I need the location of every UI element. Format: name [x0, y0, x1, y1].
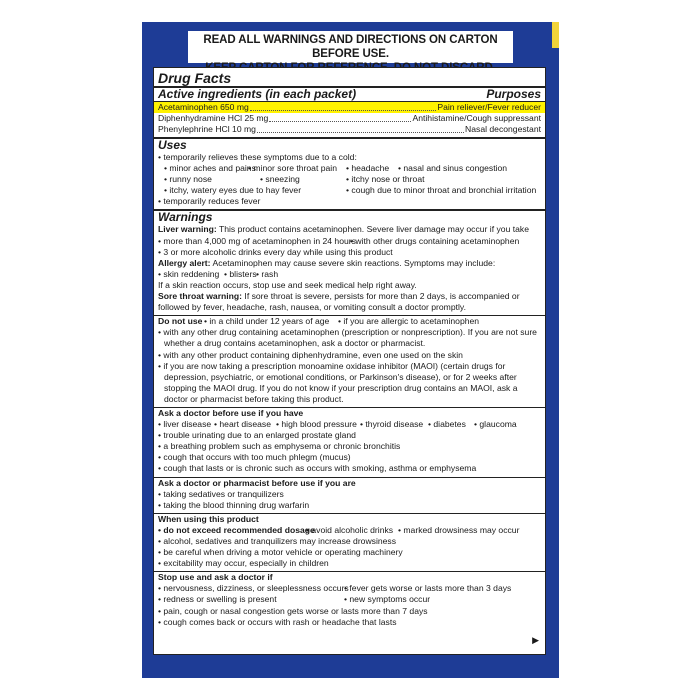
allergy-item: • blisters: [224, 268, 257, 279]
ingredient-name: Diphenhydramine HCl 25 mg: [158, 112, 269, 123]
ingredient-name: Phenylephrine HCl 10 mg: [158, 123, 256, 134]
liver-item: • more than 4,000 mg of acetaminophen in 24 hours: [158, 235, 356, 246]
purposes-label: Purposes: [486, 87, 541, 101]
continue-arrow-icon: ▶: [532, 634, 539, 645]
when-using-item: • avoid alcoholic drinks: [306, 524, 394, 535]
carton-yellow-edge: [552, 22, 559, 48]
when-using-item: • excitability may occur, especially in children: [158, 558, 329, 569]
allergy-item: • rash: [256, 268, 279, 279]
when-using-section: [154, 514, 545, 569]
active-ingredients-header: [154, 88, 545, 101]
uses-item: • itchy nose or throat: [346, 174, 425, 185]
allergy-item: • skin reddening: [158, 268, 220, 279]
ask-doctor-section: [154, 408, 545, 475]
stop-use-section: [154, 572, 545, 627]
uses-item: • minor sore throat pain: [248, 163, 337, 174]
stop-use-item: • cough comes back or occurs with rash or headache that lasts: [158, 616, 397, 627]
ingredient-row: [154, 113, 545, 124]
ingredient-purpose: Antihistamine/Cough suppressant: [412, 112, 541, 123]
ask-pharmacist-item: • taking sedatives or tranquilizers: [158, 488, 284, 499]
uses-item: • itchy, watery eyes due to hay fever: [164, 185, 302, 196]
ingredient-row: [154, 124, 545, 135]
allergy-after: If a skin reaction occurs, stop use and seek medical help right away.: [158, 279, 417, 290]
ask-doctor-item: • glaucoma: [474, 419, 517, 430]
uses-item: • minor aches and pains: [164, 163, 256, 174]
ask-doctor-item: • liver disease: [158, 419, 212, 430]
stop-use-label: Stop use and ask a doctor if: [158, 572, 273, 583]
when-using-label: When using this product: [158, 513, 259, 524]
stop-use-item: • nervousness, dizziness, or sleeplessness occurs: [158, 583, 349, 594]
uses-item: • headache: [346, 163, 390, 174]
ingredient-row: [154, 102, 545, 113]
when-using-item: • marked drowsiness may occur: [398, 524, 520, 535]
ask-doctor-item: • high blood pressure: [276, 419, 357, 430]
ask-doctor-item: • thyroid disease: [360, 419, 424, 430]
liver-item: • 3 or more alcoholic drinks every day while using this product: [158, 246, 393, 257]
ask-doctor-item: • cough that occurs with too much phlegm (mucus): [158, 452, 351, 463]
ingredient-purpose: Pain reliever/Fever reducer: [437, 101, 541, 112]
do-not-use-item: • if you are now taking a prescription monoamine oxidase inhibitor (MAOI) (certain drugs for depression, psychiatric, or emotional conditions, or Parkinson's disease), or for 2 weeks after stopping the MAOI drug. If you do not know if your prescription drug contains an MAOI, ask a doctor or pharmacist before taking this product.: [158, 360, 518, 404]
ask-pharmacist-item: • taking the blood thinning drug warfarin: [158, 499, 310, 510]
warnings-title: Warnings: [158, 210, 213, 225]
when-using-item: • do not exceed recommended dosage: [158, 524, 315, 535]
stop-use-item: • new symptoms occur: [344, 594, 431, 605]
ask-doctor-item: • heart disease: [214, 419, 271, 430]
ask-doctor-item: • diabetes: [428, 419, 466, 430]
uses-item: • sneezing: [260, 174, 300, 185]
sore-throat-warning: Sore throat warning: If sore throat is severe, persists for more than 2 days, is accompanied or followed by fever, headache, rash, nausea, or vomiting consult a doctor promptly.: [158, 291, 520, 313]
allergy-alert: Allergy alert: Acetaminophen may cause severe skin reactions. Symptoms may include:: [158, 257, 496, 268]
drug-facts-panel: [153, 67, 546, 655]
uses-item: • nasal and sinus congestion: [398, 163, 508, 174]
banner-line-1: READ ALL WARNINGS AND DIRECTIONS ON CARTON BEFORE USE.: [203, 34, 498, 60]
stop-use-item: • redness or swelling is present: [158, 594, 277, 605]
uses-item: • temporarily reduces fever: [158, 196, 261, 207]
ask-doctor-item: • a breathing problem such as emphysema or chronic bronchitis: [158, 441, 401, 452]
uses-intro: • temporarily relieves these symptoms due to a cold:: [158, 152, 357, 162]
liver-item: • with other drugs containing acetaminophen: [350, 235, 520, 246]
uses-item: • runny nose: [164, 174, 212, 185]
stop-use-item: • pain, cough or nasal congestion gets worse or lasts more than 7 days: [158, 605, 428, 616]
uses-title: Uses: [158, 138, 187, 152]
stop-use-item: • fever gets worse or lasts more than 3 days: [344, 583, 512, 594]
do-not-use-item: • in a child under 12 years of age: [204, 316, 330, 327]
warnings-section: [154, 211, 545, 313]
ask-pharmacist-label: Ask a doctor or pharmacist before use if you are: [158, 477, 356, 488]
ask-pharmacist-section: [154, 478, 545, 511]
active-ingredients-label: Active ingredients (in each packet): [158, 87, 357, 101]
ask-doctor-item: • cough that lasts or is chronic such as occurs with smoking, asthma or emphysema: [158, 463, 477, 474]
warning-banner: [188, 31, 513, 63]
when-using-item: • be careful when driving a motor vehicle or operating machinery: [158, 547, 403, 558]
uses-item: • cough due to minor throat and bronchial irritation: [346, 185, 537, 196]
do-not-use-label: Do not use: [158, 316, 203, 327]
drug-facts-title: Drug Facts: [158, 70, 232, 86]
do-not-use-section: [154, 316, 545, 405]
do-not-use-item: • with any other drug containing acetaminophen (prescription or nonprescription). If you are not sure whether a drug contains acetaminophen, ask a doctor or pharmacist.: [158, 327, 537, 349]
do-not-use-item: • if you are allergic to acetaminophen: [338, 316, 480, 327]
liver-warning: Liver warning: This product contains acetaminophen. Severe liver damage may occur if you take: [158, 224, 529, 235]
uses-section: [154, 139, 545, 207]
ask-doctor-item: • trouble urinating due to an enlarged prostate gland: [158, 430, 356, 441]
ask-doctor-label: Ask a doctor before use if you have: [158, 407, 304, 418]
ingredient-purpose: Nasal decongestant: [465, 123, 541, 134]
when-using-item: • alcohol, sedatives and tranquilizers may increase drowsiness: [158, 536, 397, 546]
do-not-use-item: • with any other product containing diphenhydramine, even one used on the skin: [158, 349, 463, 360]
ingredient-name: Acetaminophen 650 mg: [158, 101, 249, 112]
